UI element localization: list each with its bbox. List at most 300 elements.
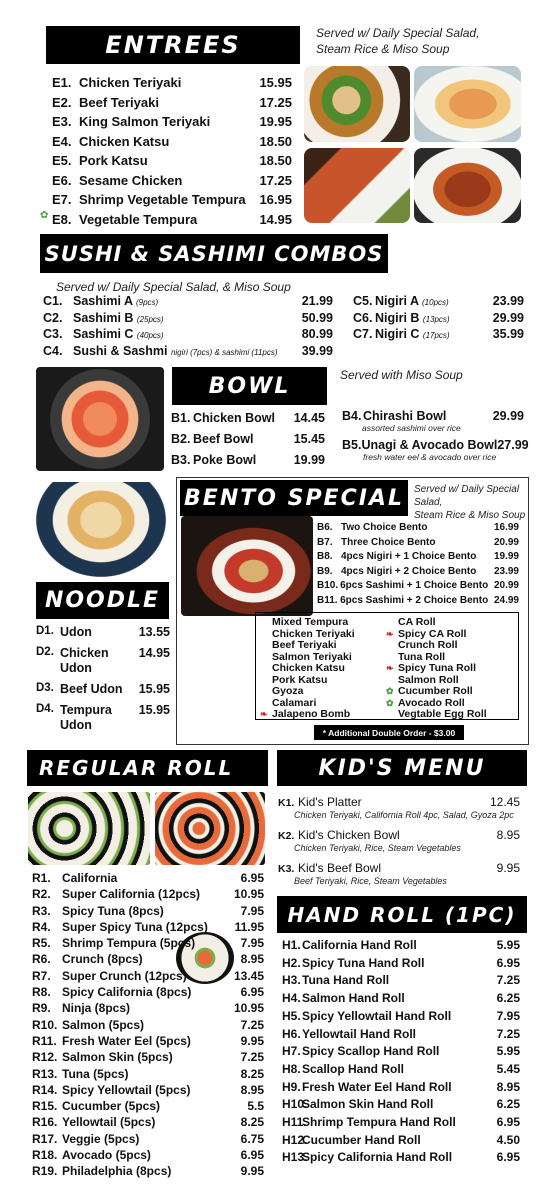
item-price: 8.95	[240, 1082, 264, 1097]
bowl-note: Served with Miso Soup	[340, 368, 463, 382]
entrees-list	[52, 73, 292, 229]
item-price: 6.95	[240, 1148, 264, 1163]
bento-footer: * Additional Double Order - $3.00	[314, 725, 464, 740]
menu-item	[43, 344, 333, 361]
item-code: E4.	[52, 133, 72, 149]
item-price: 9.95	[496, 861, 520, 875]
menu-item	[171, 408, 325, 429]
item-code: C2.	[43, 310, 63, 325]
item-name	[60, 703, 134, 733]
item-price: 20.99	[493, 580, 519, 592]
item-description: assorted sashimi over rice	[362, 423, 461, 433]
item-price: 7.95	[496, 1008, 520, 1023]
item-name: California	[62, 871, 118, 885]
noodle-photo	[36, 482, 166, 577]
menu-item	[32, 968, 264, 984]
item-name: King Salmon Teriyaki	[79, 114, 211, 129]
bowl-left-list	[171, 408, 325, 471]
item-name: Super Spicy Tuna (12pcs)	[62, 919, 208, 934]
bento-choice	[398, 709, 518, 721]
item-price: 7.25	[240, 1017, 264, 1032]
menu-item	[317, 579, 519, 594]
item-code: H9.	[282, 1079, 301, 1094]
item-name: 6pcs Sashimi + 1 Choice Bento	[340, 580, 489, 592]
item-name-line: Beef Udon	[60, 682, 123, 696]
item-name: Spicy California Hand Roll	[302, 1150, 453, 1165]
item-name: Sashimi A (9pcs)	[73, 294, 159, 308]
entree-photo-sesame	[414, 148, 521, 223]
item-price: 24.99	[493, 594, 519, 606]
menu-item	[52, 171, 292, 191]
item-portion: (25pcs)	[136, 314, 164, 324]
pepper-icon: ❧	[386, 628, 394, 639]
item-code: R8.	[32, 985, 51, 1000]
menu-item	[282, 990, 520, 1008]
item-code: R16.	[32, 1115, 58, 1130]
menu-item-line	[278, 861, 520, 875]
menu-item	[353, 311, 524, 328]
item-price: 16.95	[259, 192, 292, 207]
hand-roll-list	[282, 937, 520, 1167]
menu-item	[282, 937, 520, 955]
item-name: Salmon (5pcs)	[62, 1017, 145, 1032]
item-description: Chicken Teriyaki, Rice, Steam Vegetables	[294, 843, 461, 853]
bento-choice-label: Pork Katsu	[272, 673, 328, 686]
entrees-title: ENTREES	[105, 31, 241, 59]
menu-item	[52, 132, 292, 152]
item-name: Crunch (8pcs)	[62, 952, 143, 967]
item-price: 8.95	[496, 828, 520, 842]
item-portion: (40pcs)	[136, 331, 164, 340]
entrees-note: Served w/ Daily Special Salad, Steam Rice & Miso Soup	[316, 26, 480, 56]
item-price: 15.95	[259, 75, 292, 90]
item-name: Ninja (8pcs)	[62, 1001, 131, 1016]
bento-choice-label: Chicken Teriyaki	[272, 627, 355, 640]
menu-item	[32, 1098, 264, 1114]
bento-choice-label: Salmon Roll	[398, 673, 459, 686]
item-name: 4pcs Nigiri + 2 Choice Bento	[341, 565, 477, 577]
item-name: Sashimi C (40pcs)	[73, 327, 164, 341]
bento-choice-label: Avocado Roll	[398, 696, 465, 709]
item-code: R15.	[32, 1099, 58, 1114]
sushi-banner	[40, 234, 388, 273]
bento-choice-label: Crunch Roll	[398, 639, 458, 651]
hand-roll-banner	[277, 896, 527, 933]
menu-item	[32, 1131, 264, 1147]
item-name: Avocado (5pcs)	[62, 1148, 151, 1163]
item-price: 6.25	[496, 1097, 520, 1112]
item-price: 35.99	[492, 327, 524, 341]
item-price: 7.95	[240, 936, 264, 951]
item-price: 23.99	[492, 294, 524, 308]
item-price: 80.99	[301, 327, 333, 341]
menu-item	[32, 951, 264, 967]
item-price: 6.75	[240, 1131, 264, 1146]
item-code: H11.	[282, 1115, 307, 1130]
kids-list	[278, 795, 520, 894]
item-code: R19.	[32, 1164, 58, 1179]
item-code: C4.	[43, 343, 63, 358]
item-code: D3.	[36, 682, 54, 694]
sushi-right-list	[353, 294, 524, 344]
item-name-line: Udon	[60, 661, 92, 675]
item-price: 8.95	[496, 1079, 520, 1094]
item-code: K3.	[278, 863, 295, 875]
item-name: Chicken Bowl	[193, 411, 275, 425]
item-code: C7.	[353, 327, 373, 341]
item-name: 4pcs Nigiri + 1 Choice Bento	[341, 551, 477, 563]
item-price: 5.5	[247, 1099, 264, 1114]
item-price: 7.25	[240, 1050, 264, 1065]
item-price: 5.45	[496, 1061, 520, 1076]
item-price: 14.95	[138, 646, 170, 660]
item-name: Beef Bowl	[193, 432, 254, 446]
item-price: 5.95	[496, 938, 520, 952]
item-code: R6.	[32, 952, 51, 967]
item-name: Salmon Skin Hand Roll	[302, 1097, 434, 1112]
sushi-title: SUSHI & SASHIMI COMBOS	[44, 241, 384, 266]
item-price: 14.95	[259, 211, 292, 227]
regular-roll-title: REGULAR ROLL	[39, 756, 234, 780]
menu-item	[32, 935, 264, 951]
bento-choice-label: Spicy Tuna Roll	[398, 662, 476, 674]
item-name: Super California (12pcs)	[62, 887, 201, 902]
item-price: 10.95	[233, 1001, 264, 1016]
item-price: 10.95	[233, 887, 264, 902]
noodle-title: NOODLE	[44, 588, 161, 613]
bento-choice	[260, 708, 392, 721]
menu-item	[282, 1026, 520, 1044]
item-price: 6.95	[240, 871, 264, 885]
item-portion: (10pcs)	[422, 298, 449, 307]
leaf-icon: ✿	[386, 697, 394, 708]
item-price: 29.99	[492, 310, 524, 325]
item-description: fresh water eel & avocado over rice	[363, 452, 497, 462]
item-price: 7.25	[496, 1026, 520, 1041]
item-price: 17.25	[259, 172, 292, 188]
entree-photo-tempura	[414, 66, 521, 142]
item-code: B1.	[171, 411, 191, 425]
item-price: 19.95	[259, 114, 292, 129]
item-price: 9.95	[240, 1033, 264, 1048]
item-name-line: Udon	[60, 718, 92, 732]
menu-item	[282, 1096, 520, 1114]
item-code: H1.	[282, 938, 301, 952]
item-code: R12.	[32, 1050, 58, 1065]
kids-banner	[277, 750, 527, 786]
item-name: Veggie (5pcs)	[62, 1131, 140, 1146]
bento-choice-label: Vegtable Egg Roll	[398, 708, 487, 720]
item-code: E3.	[52, 114, 72, 129]
item-code: E8.	[52, 211, 72, 227]
menu-item	[32, 1066, 264, 1082]
item-price: 5.95	[496, 1044, 520, 1059]
menu-item	[43, 311, 333, 328]
menu-item	[317, 550, 519, 565]
item-name-line: Chicken	[60, 646, 109, 660]
item-code: E7.	[52, 192, 72, 207]
bowl-photo-chirashi	[36, 367, 164, 471]
menu-item	[32, 984, 264, 1000]
leaf-icon: ✿	[40, 210, 49, 221]
entrees-banner	[46, 26, 300, 64]
item-name: Two Choice Bento	[341, 522, 428, 533]
item-price: 39.99	[301, 343, 333, 358]
menu-item	[282, 1079, 520, 1097]
item-price: 15.95	[138, 682, 170, 696]
noodle-list	[36, 625, 170, 739]
item-code: H6.	[282, 1026, 301, 1041]
menu-item	[32, 1163, 264, 1179]
regular-roll-banner	[27, 750, 268, 786]
item-name: Philadelphia (8pcs)	[62, 1164, 172, 1179]
bento-choice-label: Mixed Tempura	[272, 616, 349, 628]
item-code: H12.	[282, 1132, 308, 1147]
item-code: H8.	[282, 1061, 301, 1076]
bento-title: BENTO SPECIAL	[184, 485, 404, 511]
menu-item	[171, 450, 325, 471]
item-name: Shrimp Tempura (5pcs)	[62, 936, 196, 951]
item-price: 29.99	[492, 409, 524, 423]
item-code: K1.	[278, 797, 295, 809]
item-name: Fresh Water Eel (5pcs)	[62, 1033, 191, 1048]
item-code: R10.	[32, 1017, 58, 1032]
item-portion: (9pcs)	[135, 298, 159, 307]
item-price: 19.99	[293, 453, 325, 467]
bento-choice-label: Salmon Teriyaki	[272, 650, 352, 663]
item-price: 9.95	[240, 1164, 264, 1179]
item-price: 6.25	[496, 991, 520, 1006]
menu-item	[43, 294, 333, 311]
sushi-note: Served w/ Daily Special Salad, & Miso Soup	[56, 280, 291, 294]
bento-choice-label: Cucumber Roll	[398, 685, 473, 697]
menu-item	[32, 1017, 264, 1033]
menu-item	[342, 438, 529, 463]
item-name: Poke Bowl	[193, 453, 257, 467]
menu-item-line	[278, 828, 520, 842]
menu-item	[32, 1000, 264, 1016]
item-code: B6.	[317, 522, 333, 533]
menu-item-line	[278, 795, 520, 809]
item-price: 18.50	[259, 153, 292, 168]
menu-item	[32, 903, 264, 919]
item-name: Nigiri A (10pcs)	[375, 294, 449, 308]
item-price: 18.50	[259, 133, 292, 149]
item-code: R11.	[32, 1033, 57, 1048]
bento-choices-right	[386, 616, 518, 721]
menu-item	[278, 795, 520, 822]
menu-item	[171, 429, 325, 450]
kids-title: KID'S MENU	[318, 755, 486, 781]
menu-item	[32, 1147, 264, 1163]
item-price: 27.99	[497, 438, 529, 452]
hand-roll-title: HAND ROLL (1PC)	[287, 902, 517, 927]
item-price: 15.95	[138, 703, 170, 717]
item-code: R2.	[32, 887, 51, 902]
item-code: B2.	[171, 432, 191, 446]
item-price: 8.25	[240, 1066, 264, 1081]
entree-photo-teriyaki	[304, 66, 410, 142]
item-code: H10.	[282, 1097, 308, 1112]
menu-item	[282, 1149, 520, 1167]
bento-choices-left	[260, 616, 392, 721]
bento-photo	[181, 516, 313, 616]
item-price: 4.50	[496, 1132, 520, 1147]
item-name: Vegetable Tempura	[79, 211, 198, 227]
item-name: Cucumber Hand Roll	[302, 1132, 421, 1147]
item-code: R14.	[32, 1082, 58, 1097]
item-name: Yellowtail (5pcs)	[62, 1115, 156, 1130]
item-name: Shrimp Tempura Hand Roll	[302, 1115, 456, 1130]
item-name: Sashimi B (25pcs)	[73, 310, 164, 325]
item-price: 19.99	[493, 551, 519, 563]
item-code: C6.	[353, 310, 373, 325]
bento-choice-label: Gyoza	[272, 685, 304, 697]
menu-item	[52, 190, 292, 210]
item-code: B9.	[317, 565, 333, 577]
item-name: Chicken Katsu	[79, 133, 170, 149]
menu-item	[282, 1061, 520, 1079]
item-code: B10.	[317, 580, 339, 592]
item-code: B11.	[317, 594, 338, 606]
item-name: Chirashi Bowl	[363, 409, 447, 423]
item-price: 17.25	[259, 94, 292, 110]
item-code: H4.	[282, 991, 301, 1006]
menu-item	[282, 1132, 520, 1150]
item-code: H5.	[282, 1008, 301, 1023]
item-name: Kid's Beef Bowl	[298, 861, 381, 875]
menu-item	[43, 327, 333, 344]
item-name: Sushi & Sashmi nigiri (7pcs) & sashimi (11pcs)	[73, 343, 278, 358]
menu-item	[282, 1043, 520, 1061]
item-name: Sesame Chicken	[79, 172, 183, 188]
item-name-line: Udon	[60, 625, 92, 639]
item-price: 11.95	[234, 919, 264, 934]
item-name: Spicy Scallop Hand Roll	[302, 1044, 440, 1059]
item-name: Shrimp Vegetable Tempura	[79, 192, 246, 207]
item-code: D1.	[36, 625, 54, 637]
roll-photo-spicy	[155, 792, 265, 865]
item-code: H13.	[282, 1150, 308, 1165]
item-code: R3.	[32, 903, 51, 918]
item-price: 6.95	[496, 955, 520, 970]
item-name: Spicy Tuna Hand Roll	[302, 955, 425, 970]
item-name: Scallop Hand Roll	[302, 1061, 405, 1076]
item-price: 8.95	[240, 952, 264, 967]
item-name: Tuna (5pcs)	[62, 1066, 129, 1081]
item-code: H2.	[282, 955, 301, 970]
item-code: C1.	[43, 294, 63, 308]
menu-item	[32, 1033, 264, 1049]
item-name: Cucumber (5pcs)	[62, 1099, 161, 1114]
bento-note: Served w/ Daily Special Salad, Steam Rice & Miso Soup	[414, 484, 526, 521]
item-price: 8.25	[240, 1115, 264, 1130]
menu-item	[52, 151, 292, 171]
item-code: C3.	[43, 327, 63, 341]
item-code: B7.	[317, 536, 333, 548]
item-code: E5.	[52, 153, 72, 168]
menu-item	[342, 409, 524, 434]
item-name: Spicy Yellowtail (5pcs)	[62, 1082, 191, 1097]
bento-choice-label: Calamari	[272, 696, 317, 709]
menu-item	[36, 682, 170, 697]
menu-item	[32, 1082, 264, 1098]
item-name: Spicy Yellowtail Hand Roll	[302, 1008, 452, 1023]
item-code: R7.	[32, 968, 51, 983]
item-price: 20.99	[493, 536, 519, 548]
bowl-title: BOWL	[208, 373, 291, 399]
item-name: Nigiri C (17pcs)	[375, 327, 450, 341]
item-code: C5.	[353, 294, 373, 308]
item-code: B5.	[342, 438, 362, 452]
menu-item	[52, 93, 292, 113]
menu-item	[353, 327, 524, 344]
menu-item	[353, 294, 524, 311]
item-price: 6.95	[496, 1150, 520, 1165]
item-price: 13.55	[138, 625, 170, 639]
menu-item	[52, 112, 292, 132]
item-price: 6.95	[496, 1115, 520, 1130]
item-name: Spicy Tuna (8pcs)	[62, 903, 164, 918]
menu-item-line	[342, 409, 524, 423]
item-price: 14.45	[293, 411, 325, 425]
menu-item	[32, 1114, 264, 1130]
item-price: 16.99	[493, 522, 519, 533]
menu-item	[32, 919, 264, 935]
item-name-line: Tempura	[60, 703, 112, 717]
item-name: Salmon Skin (5pcs)	[62, 1050, 173, 1065]
item-name: Yellowtail Hand Roll	[302, 1026, 417, 1041]
item-code: R4.	[32, 919, 51, 934]
bento-choice-label: Chicken Katsu	[272, 662, 345, 674]
menu-item	[317, 594, 519, 609]
menu-item	[32, 870, 264, 886]
leaf-icon: ✿	[386, 686, 394, 696]
menu-item	[32, 886, 264, 902]
item-name: Tuna Hand Roll	[302, 973, 390, 988]
item-price: 7.95	[240, 903, 264, 918]
menu-item	[317, 521, 519, 536]
menu-item	[52, 210, 292, 230]
bento-choice-label: CA Roll	[398, 616, 436, 628]
bento-choice-label: Jalapeno Bomb	[272, 708, 351, 720]
menu-item	[282, 972, 520, 990]
item-name	[60, 625, 134, 640]
menu-item	[282, 955, 520, 973]
item-portion: (13pcs)	[422, 314, 450, 324]
item-code: R17.	[32, 1131, 58, 1146]
noodle-banner	[36, 582, 169, 619]
regular-roll-list	[32, 870, 264, 1180]
item-description: Chicken Teriyaki, California Roll 4pc, Salad, Gyoza 2pc	[294, 810, 514, 820]
menu-item-line	[342, 438, 529, 452]
item-price: 21.99	[301, 294, 333, 308]
sushi-left-list	[43, 294, 333, 360]
item-price: 23.99	[493, 565, 519, 577]
item-code: B3.	[171, 453, 191, 467]
bento-choice-label: Beef Teriyaki	[272, 639, 337, 651]
item-price: 7.25	[496, 973, 520, 988]
item-name: Salmon Hand Roll	[302, 991, 405, 1006]
bento-banner	[180, 480, 408, 516]
item-code: H3.	[282, 973, 301, 988]
bento-list	[317, 521, 519, 609]
menu-item	[278, 861, 520, 888]
item-name	[60, 646, 134, 676]
bowl-right-list	[342, 409, 529, 467]
item-name: Pork Katsu	[79, 153, 148, 168]
bento-choice-label: Spicy CA Roll	[398, 627, 467, 640]
